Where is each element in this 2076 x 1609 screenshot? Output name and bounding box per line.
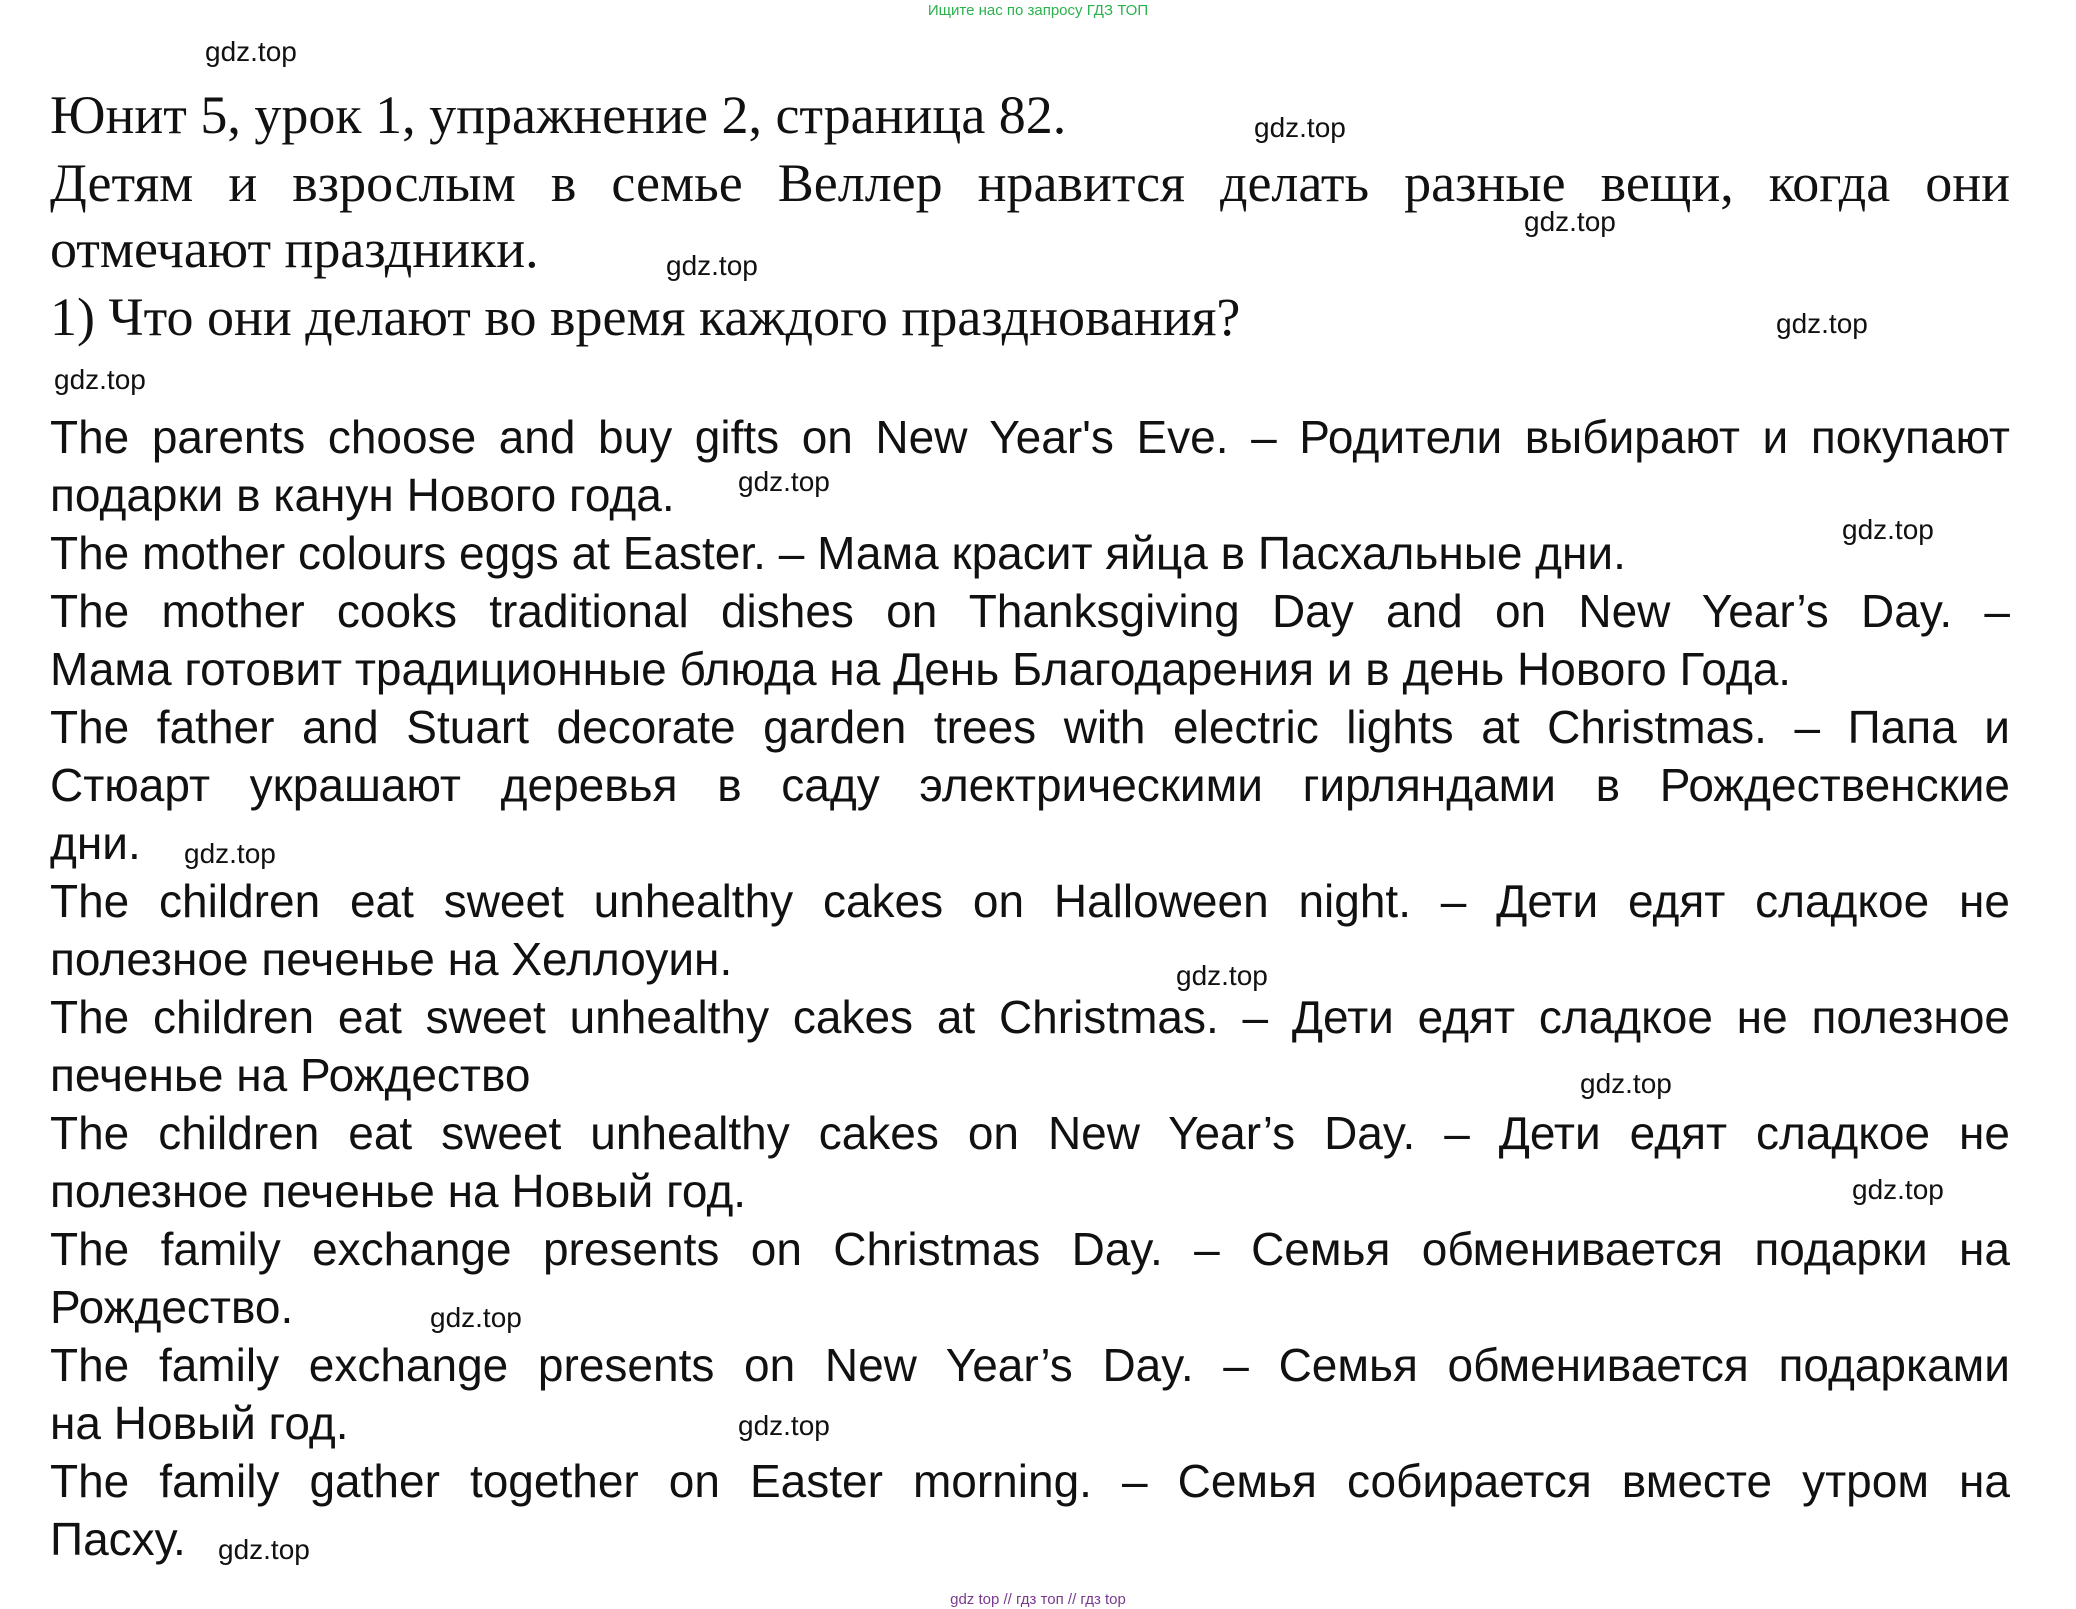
top-banner[interactable]: Ищите нас по запросу ГДЗ ТОП xyxy=(927,2,1149,19)
watermark: gdz.top xyxy=(666,250,758,281)
answer-4-line-3: дни. xyxy=(50,817,141,869)
answer-6-line-1: The children eat sweet unhealthy cakes at Christmas. – Дети едят сладкое не полезное xyxy=(50,991,2010,1043)
watermark: gdz.top xyxy=(1176,960,1268,991)
answer-4-line-1: The father and Stuart decorate garden trees with electric lights at Christmas. – Папа и xyxy=(50,701,2010,753)
intro-line-2: отмечают праздники. xyxy=(50,219,539,279)
watermark: gdz.top xyxy=(1524,206,1616,237)
answer-5-line-2: полезное печенье на Хеллоуин. xyxy=(50,933,733,985)
watermark: gdz.top xyxy=(738,1410,830,1441)
watermark: gdz.top xyxy=(1842,514,1934,545)
watermark: gdz.top xyxy=(430,1302,522,1333)
watermark: gdz.top xyxy=(1776,308,1868,339)
answer-4-line-2: Стюарт украшают деревья в саду электрическими гирляндами в Рождественские xyxy=(50,759,2010,811)
answer-8-line-1: The family exchange presents on Christmas Day. – Семья обменивается подарки на xyxy=(50,1223,2010,1275)
answer-10-line-2: Пасху. xyxy=(50,1513,186,1565)
answer-9-line-1: The family exchange presents on New Year’s Day. – Семья обменивается подарками xyxy=(50,1339,2010,1391)
answer-7-line-1: The children eat sweet unhealthy cakes on New Year’s Day. – Дети едят сладкое не xyxy=(50,1107,2010,1159)
watermark: gdz.top xyxy=(1852,1174,1944,1205)
answer-6-line-2: печенье на Рождество xyxy=(50,1049,531,1101)
watermark: gdz.top xyxy=(738,466,830,497)
answer-3-line-2: Мама готовит традиционные блюда на День Благодарения и в день Нового Года. xyxy=(50,643,1792,695)
watermark: gdz.top xyxy=(1580,1068,1672,1099)
question: 1) Что они делают во время каждого празднования? xyxy=(50,287,1241,347)
answer-7-line-2: полезное печенье на Новый год. xyxy=(50,1165,747,1217)
watermark: gdz.top xyxy=(205,36,297,67)
answer-8-line-2: Рождество. xyxy=(50,1281,294,1333)
intro-line-1: Детям и взрослым в семье Веллер нравится делать разные вещи, когда они xyxy=(50,153,2010,213)
answer-5-line-1: The children eat sweet unhealthy cakes on Halloween night. – Дети едят сладкое не xyxy=(50,875,2010,927)
answer-2-line-1: The mother colours eggs at Easter. – Мама красит яйца в Пасхальные дни. xyxy=(50,527,1626,579)
watermark: gdz.top xyxy=(54,364,146,395)
watermark: gdz.top xyxy=(184,838,276,869)
watermark: gdz.top xyxy=(218,1534,310,1565)
answer-3-line-1: The mother cooks traditional dishes on Thanksgiving Day and on New Year’s Day. – xyxy=(50,585,2010,637)
answer-1-line-2: подарки в канун Нового года. xyxy=(50,469,675,521)
answer-1-line-1: The parents choose and buy gifts on New Year's Eve. – Родители выбирают и покупают xyxy=(50,411,2010,463)
watermark: gdz.top xyxy=(1254,112,1346,143)
answer-10-line-1: The family gather together on Easter morning. – Семья собирается вместе утром на xyxy=(50,1455,2010,1507)
answer-9-line-2: на Новый год. xyxy=(50,1397,349,1449)
bottom-banner[interactable]: gdz top // гдз топ // гдз top xyxy=(950,1591,1126,1608)
page-title: Юнит 5, урок 1, упражнение 2, страница 82. xyxy=(50,85,1067,145)
